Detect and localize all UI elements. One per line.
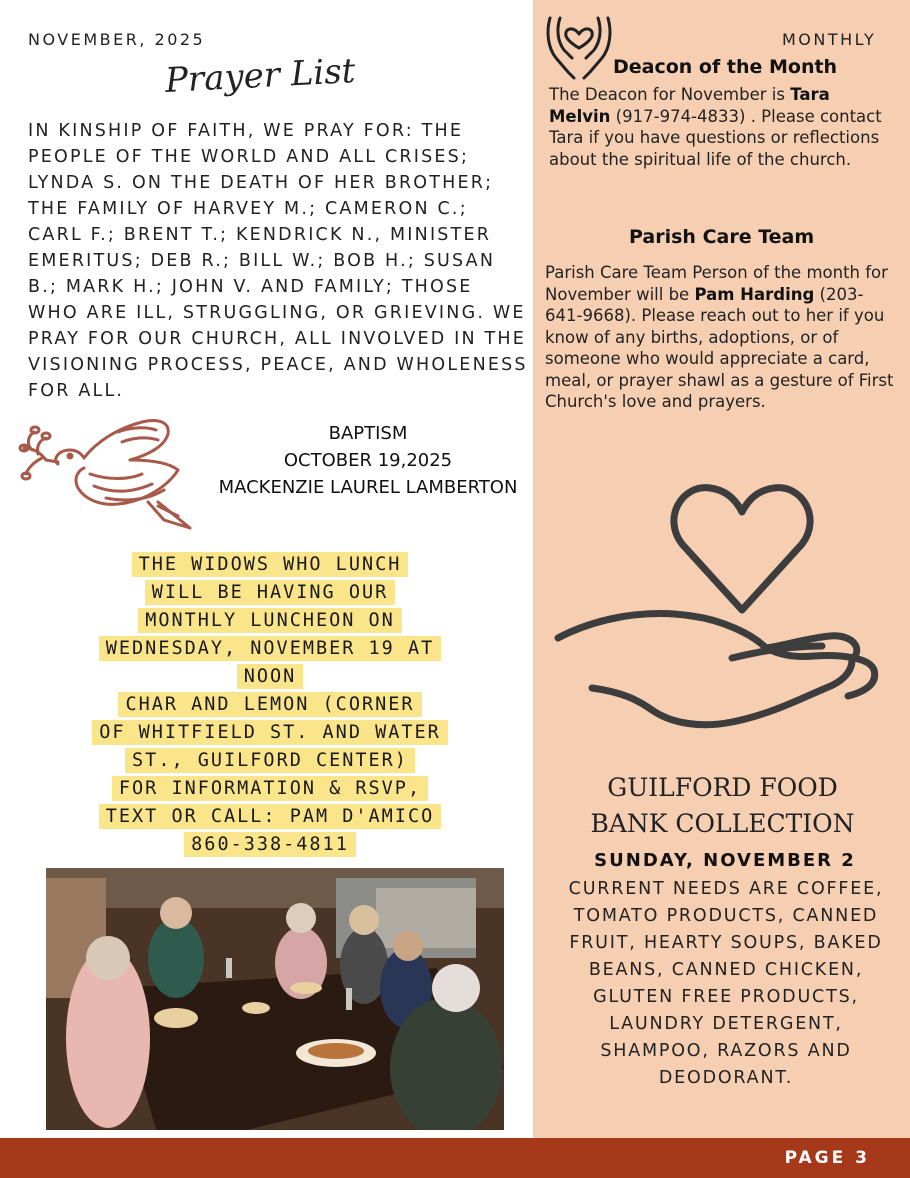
widows-line: WEDNESDAY, NOVEMBER 19 AT	[99, 636, 441, 661]
widows-phone: 860-338-4811	[184, 832, 356, 857]
deacon-name: Tara Melvin	[549, 85, 830, 126]
widows-line: ST., GUILFORD CENTER)	[125, 748, 415, 773]
prayer-list-body: IN KINSHIP OF FAITH, WE PRAY FOR: THE PEOPLE OF THE WORLD AND ALL CRISES; LYNDA S. ON THE DEATH OF HER BROTHER; THE FAMILY OF HARVEY M.; CAMERON C.; CARL F.; BRENT T.; KENDRICK N., MINISTER EMERITUS; DEB R.; BILL W.; BOB H.; SUSAN B.; MARK H.; JOHN V. AND FAMILY; THOSE WHO ARE ILL, STRUGGLING, OR GRIEVING. WE PRAY FOR OUR CHURCH, ALL INVOLVED IN THE VISIONING PROCESS, PEACE, AND WHOLENESS FOR ALL.	[28, 121, 528, 401]
baptism-announcement	[200, 420, 536, 501]
widows-line: TEXT OR CALL: PAM D'AMICO	[99, 804, 441, 829]
widows-lunch-announcement	[60, 551, 480, 859]
prayer-list-title: Prayer List	[164, 51, 357, 101]
page-footer	[0, 1138, 910, 1178]
dove-olive-branch-icon	[18, 402, 198, 534]
widows-line: NOON	[237, 664, 304, 689]
widows-line: OF WHITFIELD ST. AND WATER	[92, 720, 448, 745]
parish-care-name: Pam Harding	[694, 284, 815, 304]
hands-heart-icon	[544, 12, 614, 82]
widows-line: THE WIDOWS WHO LUNCH	[132, 552, 409, 577]
heart-in-hand-icon	[552, 478, 882, 736]
deacon-text: The Deacon for November is Tara Melvin (917-974-4833) . Please contact Tara if you have questions or reflections about the spiritual life of the church.	[549, 85, 882, 169]
widows-line: WILL BE HAVING OUR	[145, 580, 395, 605]
lunch-group-photo	[46, 868, 504, 1130]
baptism-name: MACKENZIE LAUREL LAMBERTON	[218, 477, 518, 498]
widows-line: FOR INFORMATION & RSVP,	[112, 776, 428, 801]
deacon-heading: Deacon of the Month	[613, 56, 838, 78]
food-bank-title: GUILFORD FOOD BANK COLLECTION	[590, 773, 855, 838]
widows-line: MONTHLY LUNCHEON ON	[138, 608, 402, 633]
monthly-label: MONTHLY	[782, 30, 877, 49]
baptism-date: OCTOBER 19,2025	[283, 450, 453, 471]
widows-line: CHAR AND LEMON (CORNER	[118, 692, 421, 717]
parish-care-heading: Parish Care Team	[629, 226, 815, 248]
issue-date: NOVEMBER, 2025	[28, 30, 206, 49]
food-bank-needs: CURRENT NEEDS ARE COFFEE, TOMATO PRODUCTS, CANNED FRUIT, HEARTY SOUPS, BAKED BEANS, CANNED CHICKEN, GLUTEN FREE PRODUCTS, LAUNDRY DETERGENT, SHAMPOO, RAZORS AND DEODORANT.	[568, 879, 884, 1088]
baptism-heading: BAPTISM	[328, 423, 408, 444]
food-bank-date: SUNDAY, NOVEMBER 2	[594, 850, 856, 871]
page-number: PAGE 3	[784, 1148, 870, 1168]
parish-care-text: Parish Care Team Person of the month for November will be Pam Harding (203-641-9668). Please reach out to her if you know of any births, adoptions, or of someone who would appreciate a card, meal, or prayer shawl as a gesture of First Church's love and prayers.	[545, 263, 894, 411]
